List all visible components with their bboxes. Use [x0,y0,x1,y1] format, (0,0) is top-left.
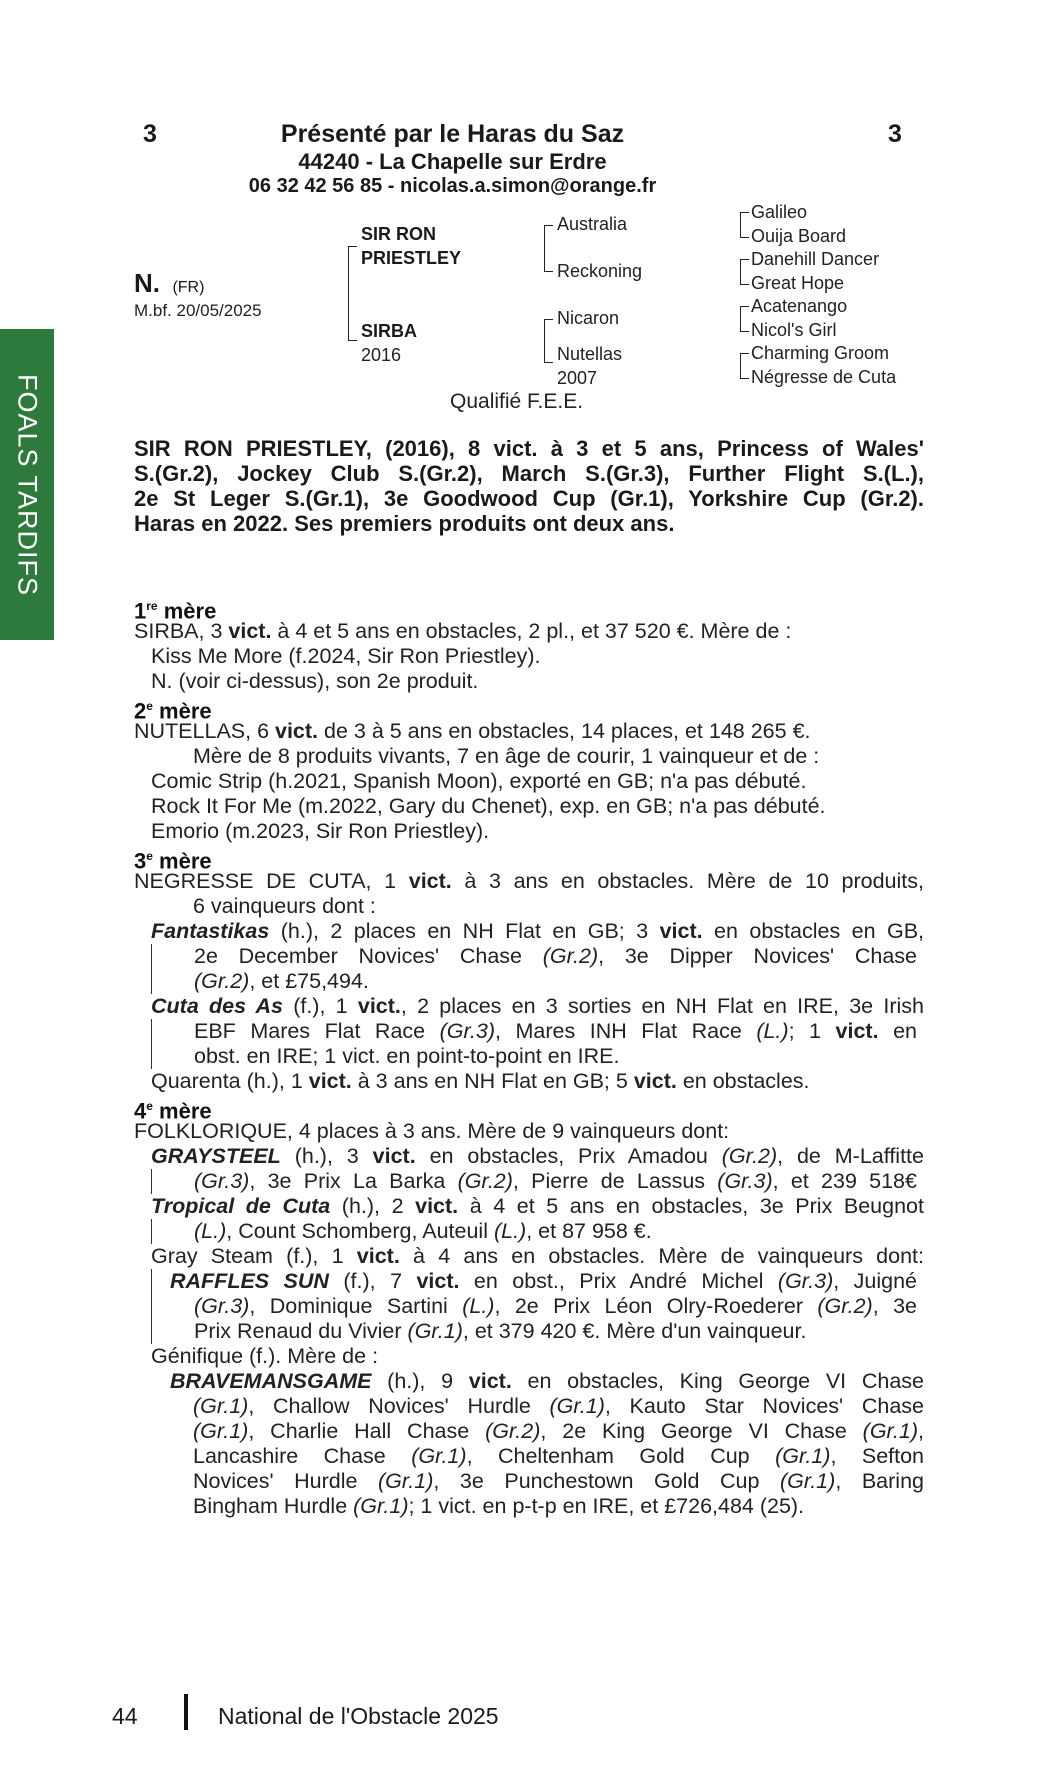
publication-title: National de l'Obstacle 2025 [218,1703,499,1729]
text-line: Novices' Hurdle (Gr.1), 3e Punchestown Gold Cup (Gr.1), Baring [193,1469,924,1493]
sire-summary [134,436,924,536]
sire-dam: Reckoning [557,261,643,281]
pedigree-bracket-gg4 [740,353,749,379]
text-line: NEGRESSE DE CUTA, 1 vict. à 3 ans en obstacles. Mère de 10 produits, [134,869,924,893]
text-line: Mère de 8 produits vivants, 7 en âge de courir, 1 vainqueur et de : [193,744,820,768]
sire-name-line1: SIR RON [361,224,437,244]
text-line: Lancashire Chase (Gr.1), Cheltenham Gold Cup (Gr.1), Sefton [193,1444,924,1468]
text-line: Rock It For Me (m.2022, Gary du Chenet), exp. en GB; n'a pas débuté. [151,794,826,818]
pedigree-gg-1: Galileo [751,202,808,222]
text-line: BRAVEMANSGAME (h.), 9 vict. en obstacles, King George VI Chase [170,1369,924,1393]
lot-number-left: 3 [143,120,157,148]
dam-year: 2016 [361,345,402,365]
text-line: (Gr.3), 3e Prix La Barka (Gr.2), Pierre de Lassus (Gr.3), et 239 518€ [134,1169,924,1194]
maternal-family [134,594,924,1519]
text-line: Emorio (m.2023, Sir Ron Priestley). [151,819,490,843]
text-line: (L.), Count Schomberg, Auteuil (L.), et 87 958 €. [134,1219,924,1244]
address: 44240 - La Chapelle sur Erdre [298,149,607,174]
page-number: 44 [112,1703,138,1729]
text-line: Génifique (f.). Mère de : [151,1344,379,1368]
text-line: Fantastikas (h.), 2 places en NH Flat en GB; 3 vict. en obstacles en GB, [151,919,924,943]
produce-name: GRAYSTEEL [151,1144,281,1168]
produce-name: BRAVEMANSGAME [170,1369,372,1393]
pedigree-gg-6: Nicol's Girl [751,320,837,340]
pedigree-bracket-gg2 [740,259,749,285]
summary-line: 2e St Leger S.(Gr.1), 3e Goodwood Cup (Gr.1), Yorkshire Cup (Gr.2). [134,486,924,511]
pedigree-gg-7: Charming Groom [751,343,890,363]
pedigree-bracket-sire [544,225,553,272]
pedigree-bracket-main [348,246,357,341]
section-heading-1: 1re mère [134,598,217,624]
pedigree-bracket-gg3 [740,306,749,332]
produce-name: Cuta des As [151,994,283,1018]
text-line: SIRBA, 3 vict. à 4 et 5 ans en obstacles, 2 pl., et 37 520 €. Mère de : [134,619,792,643]
pedigree-gg-2: Ouija Board [751,226,847,246]
horse-name: N. [134,268,160,298]
dam-name: SIRBA [361,321,418,341]
sire-name-line2: PRIESTLEY [361,248,462,268]
text-line: GRAYSTEEL (h.), 3 vict. en obstacles, Prix Amadou (Gr.2), de M-Laffitte [151,1144,924,1168]
pedigree-bracket-dam [544,319,553,363]
dam-dam-year: 2007 [557,368,598,388]
text-line: Prix Renaud du Vivier (Gr.1), et 379 420 €. Mère d'un vainqueur. [134,1319,924,1344]
summary-line: Haras en 2022. Ses premiers produits ont deux ans. [134,511,675,536]
text-line: RAFFLES SUN (f.), 7 vict. en obst., Prix André Michel (Gr.3), Juigné [134,1269,924,1294]
text-line: EBF Mares Flat Race (Gr.3), Mares INH Flat Race (L.); 1 vict. en [134,1019,924,1044]
horse-identity [134,268,204,299]
produce-name: Fantastikas [151,919,270,943]
text-line: Kiss Me More (f.2024, Sir Ron Priestley). [151,644,541,668]
text-line: (Gr.1), Challow Novices' Hurdle (Gr.1), Kauto Star Novices' Chase [193,1394,924,1418]
text-line: Comic Strip (h.2021, Spanish Moon), exporté en GB; n'a pas débuté. [151,769,807,793]
text-line: 6 vainqueurs dont : [193,894,376,918]
dam-dam: Nutellas [557,344,623,364]
pedigree-gg-8: Négresse de Cuta [751,367,897,387]
text-line: (Gr.3), Dominique Sartini (L.), 2e Prix Léon Olry-Roederer (Gr.2), 3e [134,1294,924,1319]
presenter: Présenté par le Haras du Saz [280,120,625,148]
qualification: Qualifié F.E.E. [450,390,584,413]
text-line: 2e December Novices' Chase (Gr.2), 3e Dipper Novices' Chase [134,944,924,969]
text-line: Cuta des As (f.), 1 vict., 2 places en 3 sorties en NH Flat en IRE, 3e Irish [151,994,924,1018]
pedigree-gg-4: Great Hope [751,273,845,293]
text-line: (Gr.2), et £75,494. [134,969,924,994]
dam-sire: Nicaron [557,308,620,328]
text-line: (Gr.1), Charlie Hall Chase (Gr.2), 2e King George VI Chase (Gr.1), [193,1419,924,1443]
horse-details: M.bf. 20/05/2025 [134,301,262,320]
text-line: Tropical de Cuta (h.), 2 vict. à 4 et 5 ans en obstacles, 3e Prix Beugnot [151,1194,924,1218]
text-line: NUTELLAS, 6 vict. de 3 à 5 ans en obstacles, 14 places, et 148 265 €. [134,719,811,743]
text-line: Gray Steam (f.), 1 vict. à 4 ans en obstacles. Mère de vainqueurs dont: [151,1244,924,1268]
text-line: Quarenta (h.), 1 vict. à 3 ans en NH Flat en GB; 5 vict. en obstacles. [151,1069,810,1093]
pedigree-bracket-gg1 [740,212,749,238]
section-tab-label: FOALS TARDIFS [12,373,43,596]
section-heading-3: 3e mère [134,848,212,874]
text-line: Bingham Hurdle (Gr.1); 1 vict. en p-t-p en IRE, et £726,484 (25). [193,1494,805,1518]
section-heading-2: 2e mère [134,698,212,724]
produce-name: RAFFLES SUN [170,1269,329,1293]
text-line: FOLKLORIQUE, 4 places à 3 ans. Mère de 9 vainqueurs dont: [134,1119,730,1143]
summary-line: SIR RON PRIESTLEY, (2016), 8 vict. à 3 et 5 ans, Princess of Wales' [134,436,924,461]
produce-name: Tropical de Cuta [151,1194,331,1218]
pedigree-gg-5: Acatenango [751,296,848,316]
lot-number-right: 3 [888,120,902,148]
section-tab [0,329,54,640]
horse-country: (FR) [172,279,205,296]
footer-divider [184,1694,188,1730]
contact: 06 32 42 56 85 - nicolas.a.simon@orange.fr [248,175,657,197]
section-heading-4: 4e mère [134,1098,212,1124]
text-line: N. (voir ci-dessus), son 2e produit. [151,669,479,693]
sire-sire: Australia [557,214,628,234]
summary-line: S.(Gr.2), Jockey Club S.(Gr.2), March S.(Gr.3), Further Flight S.(L.), [134,461,924,486]
pedigree-gg-3: Danehill Dancer [751,249,880,269]
text-line: obst. en IRE; 1 vict. en point-to-point en IRE. [134,1044,924,1069]
